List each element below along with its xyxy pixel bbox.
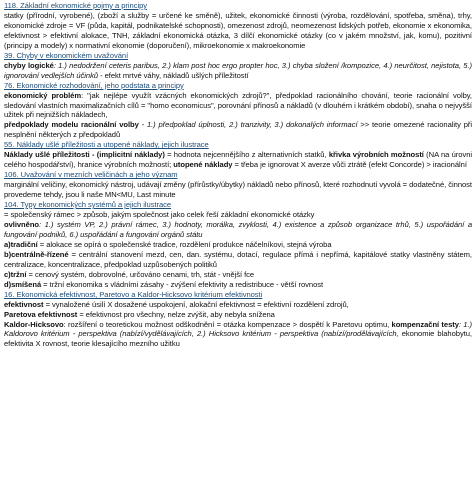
body-text: = alokace se opírá o společenské tradice, rozdělení produkce náčelníkovi, stejná výroba bbox=[37, 239, 332, 249]
term-bold: a)tradiční bbox=[4, 239, 38, 249]
list-item bbox=[4, 270, 472, 280]
section-heading: 106. Uvažování v mezních veličinách a jeho význam bbox=[4, 170, 178, 180]
section-body: marginální veličiny, ekonomický nástroj, udávají změny (přírůstky/úbytky) nákladů nebo přínosů, které rozhodnutí vyvolá = dodatečné, činnost provedeme tehdy, jsou li naše MN<MU, Last minute bbox=[4, 180, 472, 200]
section-16 bbox=[4, 290, 472, 350]
body-text: = třeba je ignorovat X averze vůči ztrátě (efekt Concorde) > iracionální bbox=[232, 160, 467, 170]
section-106 bbox=[4, 170, 472, 200]
term-bold: kompenzační testy bbox=[391, 319, 459, 329]
section-heading: 55. Náklady ušlé příležitosti a utopené náklady, jejich ilustrace bbox=[4, 140, 209, 150]
section-heading: 16. Ekonomická efektivnost, Paretovo a Kaldor-Hicksovo kritérium efektivnosti bbox=[4, 289, 263, 299]
term-italic: - 1.) předpoklad úplnosti, 2.) tranzivity, 3.) dokonalých informací bbox=[138, 120, 358, 130]
section-heading: 104. Typy ekonomických systémů a jejich ilustrace bbox=[4, 200, 172, 210]
section-heading: 118. Základní ekonomické pojmy a principy bbox=[4, 1, 148, 10]
term-bold: Paretova efektivnost bbox=[4, 309, 78, 319]
term-bold: d)smíšená bbox=[4, 279, 42, 289]
body-text: = cenový systém, dobrovolné, určováno cenami, trh, stát - vnější fce bbox=[26, 269, 255, 279]
term-bold: Kaldor-Hicksovo bbox=[4, 319, 64, 329]
section-body bbox=[4, 300, 472, 310]
body-text: = hodnota nejcennějšího z alternativních statků, bbox=[164, 150, 329, 160]
section-76 bbox=[4, 81, 472, 141]
body-text: : "jak nejlépe využít vzácných ekonomických zdrojů?", předpoklad racionálního chování, teorie racionální volby, sledování vlastních maximalizačních cílů = "homo economicus", porovnání přínosů a nákladů (v dlouhém i krátkém období), snaha o nejvyšší užitek při nejnižších nákladech, bbox=[4, 90, 472, 120]
body-text: = centrální stanovení mezd, cen, dan. systému, dotací, regulace přímá i nepřímá, kapitálové statky vlastněny státem, centralizace, koncentralizace, předpoklad uzpůsobených politiků bbox=[4, 249, 472, 269]
body-text: (NA na úrovni celého hospodářství), hranice výrobních možností; bbox=[4, 150, 473, 170]
term-bold: utopené náklady bbox=[173, 160, 233, 170]
section-body: = společenský rámec > způsob, jakým společnost jako celek řeší základní ekonomické otázky bbox=[4, 210, 315, 220]
section-body bbox=[4, 61, 472, 81]
term-bold: b)centrálně-řízené bbox=[4, 249, 69, 259]
section-118 bbox=[4, 1, 472, 51]
body-text: - efekt mrtvé váhy, nákladů ušlých příležitostí bbox=[98, 70, 249, 80]
section-body bbox=[4, 150, 472, 170]
section-39 bbox=[4, 51, 472, 81]
list-item bbox=[4, 280, 472, 290]
section-heading: 39. Chyby v ekonomickém uvažování bbox=[4, 50, 129, 60]
term-bold: efektivnost bbox=[4, 299, 44, 309]
section-body bbox=[4, 120, 472, 140]
body-text: >> teorie omezené racionality při nesplnění některých z předpokladů bbox=[4, 120, 472, 140]
section-55 bbox=[4, 140, 472, 170]
list-item bbox=[4, 240, 472, 250]
body-text: = tržní ekonomika s vládními zásahy - zvýšení efektivity a redistribuce - větší rovnost bbox=[41, 279, 324, 289]
body-text: ekonomie blahobytu, efektivita X rovnost, teorie klesajícího mezního užitku bbox=[4, 329, 472, 349]
term-bold: chyby logické bbox=[4, 60, 54, 70]
term-bold: c)tržní bbox=[4, 269, 27, 279]
term-bold: Náklady ušlé příležitosti - (implicitní náklady) bbox=[4, 150, 165, 160]
section-body bbox=[4, 320, 472, 350]
term-bold: ovlivněno bbox=[4, 219, 39, 229]
term-bold: předpoklady modelu racionální volby bbox=[4, 120, 139, 130]
section-104 bbox=[4, 200, 472, 290]
section-body bbox=[4, 220, 472, 240]
section-heading: 76. Ekonomické rozhodování, jeho podstata a principy bbox=[4, 80, 184, 90]
section-body: statky (přírodní, vyrobené), (zboží a služby = určené ke směně), užitek, ekonomické činnosti (výroba, rozdělování, spotřeba, směna), trhy, ekonomické zdroje = VF (půda, kapitál, podnikatelské schopnosti), omezenost zdrojů, neomezenost lidských potřeb, ekonomie x ekonomika, efektivnost > efektivní alokace, TNH, základní ekonomická otázka, 3 dílčí ekonomické otázky (co v jakém množství, jak, komu), pozitivní (principy a modely) x normativní ekonomie (doporučení), mikroekonomie x makroekonomie bbox=[4, 10, 472, 50]
term-italic: : 1.) systém VP, 2.) právní rámec, 3.) hodnoty, morálka, zvyklosti, 4.) existence a způsob organizace trhů, 5.) uspořádání a fungování podniků, 6.) uspořádání a fungování orgánů státu bbox=[4, 219, 472, 239]
term-italic: : 1.) nedodržení ceteris paribus, 2.) klam post hoc ergo propter hoc, 3.) chyba složení /kompozice, 4.) neurčitost, nejistota, 5.) ignorování vedlejších účinků bbox=[4, 60, 472, 80]
term-bold: křivka výrobních možností bbox=[328, 150, 424, 160]
term-bold: ekonomický problém bbox=[4, 90, 82, 100]
section-body bbox=[4, 310, 472, 320]
body-text: : rozšíření o teoretickou možnost odškodnění = otázka kompenzace > dospětí k Paretovu optimu, bbox=[63, 319, 392, 329]
body-text: = vynaložené úsilí X dosažené uspokojení, alokační efektivnost = efektivní rozdělení zdrojů, bbox=[43, 299, 349, 309]
term-italic: : 1.) Kaldorovo kritérium - perspektiva (nabízí/vydělávajících, 2.) Hicksovo kritérium - perspektiva (nabízí/prodělávajících, bbox=[4, 319, 473, 339]
section-body bbox=[4, 91, 472, 121]
body-text: = efektivnost pro všechny, nelze zvýšit, aby nebyla snížena bbox=[77, 309, 275, 319]
list-item bbox=[4, 250, 472, 270]
